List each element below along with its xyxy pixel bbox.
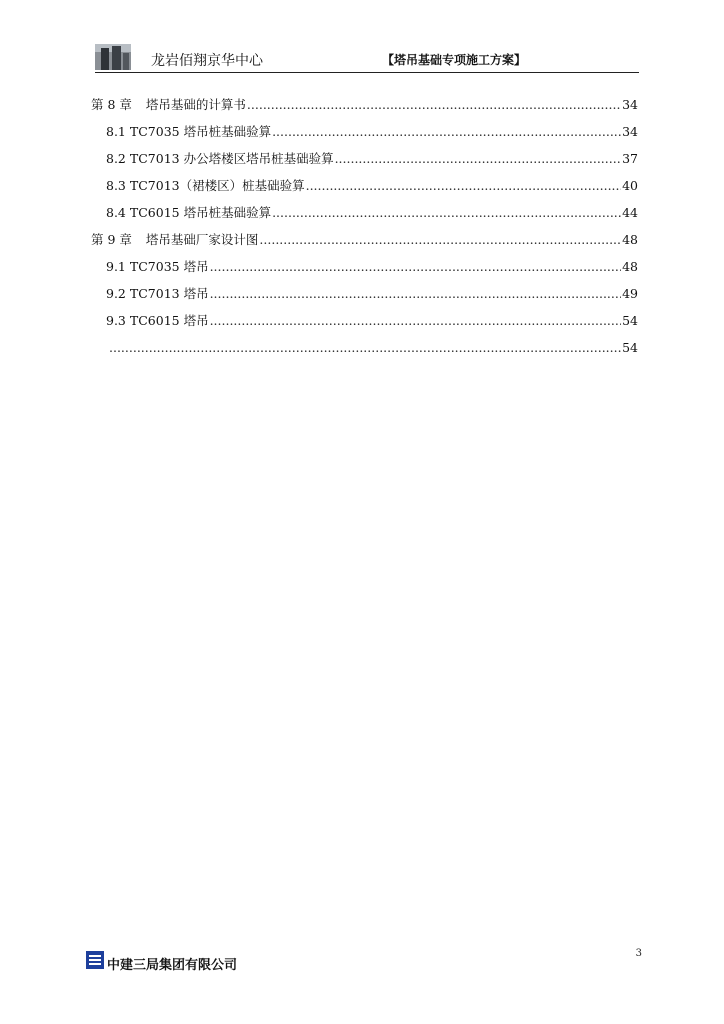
toc-page: 54 (622, 340, 638, 355)
toc-number: 9.2 (106, 286, 126, 301)
toc-page: 37 (622, 151, 638, 166)
toc-leader (247, 96, 621, 114)
toc-leader (335, 150, 622, 168)
toc-page: 54 (622, 313, 638, 328)
toc-leader (210, 312, 622, 330)
toc-number: 8.4 (106, 205, 126, 220)
toc-chapter[interactable] (91, 231, 638, 249)
toc-leader (210, 258, 622, 276)
toc-title: TC7013 办公塔楼区塔吊桩基础验算 (129, 151, 334, 166)
toc-leader (259, 231, 621, 249)
toc-number: 第 9 章 (91, 232, 132, 247)
toc-number: 第 8 章 (91, 97, 132, 112)
toc-title: 塔吊基础厂家设计图 (145, 232, 259, 247)
toc-leader (272, 204, 621, 222)
toc-chapter[interactable] (91, 96, 638, 114)
toc-page: 48 (622, 232, 638, 247)
toc-section[interactable] (106, 285, 638, 303)
toc-title: TC7035 塔吊桩基础验算 (129, 124, 272, 139)
toc-title: TC7013（裙楼区）桩基础验算 (129, 178, 305, 193)
page-footer (86, 948, 642, 978)
toc-section[interactable] (106, 123, 638, 141)
toc-title: 塔吊基础的计算书 (145, 97, 246, 112)
toc-page: 48 (622, 259, 638, 274)
project-logo (95, 44, 131, 70)
company-name: 中建三局集团有限公司 (107, 958, 238, 973)
document-title: 【塔吊基础专项施工方案】 (382, 53, 527, 67)
toc-blank-entry[interactable] (108, 339, 638, 357)
toc-number: 9.3 (106, 313, 126, 328)
header-rule (95, 72, 639, 73)
toc-page: 44 (622, 205, 638, 220)
toc-title: TC7013 塔吊 (129, 286, 209, 301)
toc-section[interactable] (106, 258, 638, 276)
toc-number: 8.1 (106, 124, 126, 139)
page-header (95, 44, 639, 74)
toc-number: 8.2 (106, 151, 126, 166)
toc-page: 40 (622, 178, 638, 193)
toc-leader (109, 339, 621, 357)
toc-number: 9.1 (106, 259, 126, 274)
toc-section[interactable] (106, 150, 638, 168)
toc-leader (306, 177, 621, 195)
toc-section[interactable] (106, 204, 638, 222)
toc-page: 34 (622, 97, 638, 112)
toc-title: TC6015 塔吊桩基础验算 (129, 205, 272, 220)
toc-page: 49 (622, 286, 638, 301)
toc-number: 8.3 (106, 178, 126, 193)
toc-title: TC6015 塔吊 (129, 313, 209, 328)
toc-section[interactable] (106, 312, 638, 330)
company-logo-icon (86, 951, 104, 969)
toc-leader (210, 285, 622, 303)
page-number: 3 (635, 948, 642, 959)
toc-page: 34 (622, 124, 638, 139)
toc-section[interactable] (106, 177, 638, 195)
project-name: 龙岩佰翔京华中心 (151, 53, 263, 69)
toc-leader (272, 123, 621, 141)
toc-title: TC7035 塔吊 (129, 259, 209, 274)
